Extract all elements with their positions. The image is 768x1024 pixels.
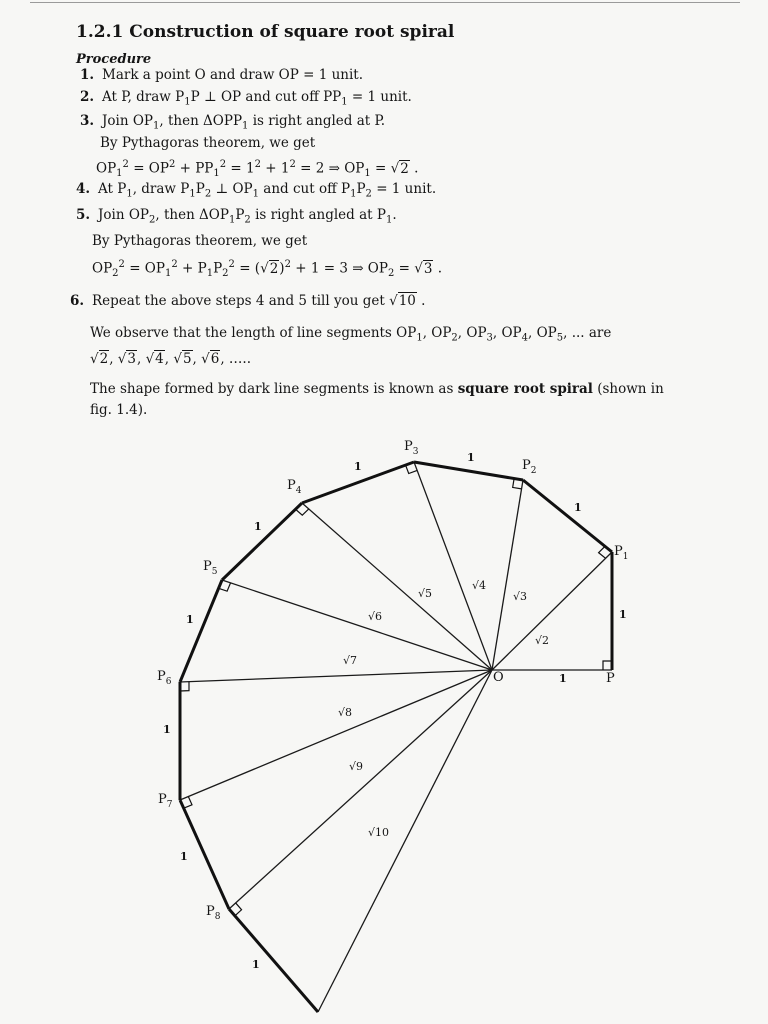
step-number: 6.: [70, 293, 85, 309]
subscript: 2: [149, 214, 156, 226]
subscript: 2: [112, 268, 119, 280]
radius-length-label: √8: [338, 706, 353, 719]
radicand: 10: [398, 293, 416, 309]
superscript: 2: [171, 259, 178, 270]
step-text: = 1 unit.: [371, 181, 437, 197]
superscript: 2: [254, 159, 261, 170]
observation-text: , OP: [422, 325, 452, 341]
step-text: and cut off P: [259, 181, 351, 197]
equation-text: = 2 ⇒ OP: [295, 160, 365, 177]
subscript: 2: [365, 188, 372, 200]
radius-length-label: √7: [343, 654, 358, 667]
unit-length-label: 1: [574, 501, 582, 514]
equation-text: = OP: [124, 260, 165, 277]
equation-1: $OP_1^2 = OP^2 + PP_1^2 = 1^2 + 1^2 = 2$ ⇒ $OP_1 = √2$ .: [96, 159, 419, 180]
equation-text: ): [279, 260, 285, 277]
superscript: 2: [122, 159, 129, 170]
step-text: P: [235, 207, 245, 223]
pythagoras-label-1: By Pythagoras theorem, we get: [100, 135, 316, 151]
subscript: 1: [206, 268, 214, 280]
radius-OP9: [318, 670, 492, 1012]
radicand: 5: [182, 351, 192, 367]
unit-length-label: 1: [252, 958, 260, 971]
step-text: P: [195, 181, 205, 197]
radius-length-label: √5: [418, 587, 433, 600]
subscript: 1: [416, 332, 423, 344]
unit-length-label: 1: [186, 613, 194, 626]
subscript: 1: [116, 168, 123, 180]
subscript: 2: [204, 188, 212, 200]
subscript: 5: [556, 332, 564, 344]
step-text: ⊥ OP: [211, 181, 253, 197]
equation-text: OP: [96, 160, 117, 177]
radicand: 3: [423, 260, 433, 277]
unit-length-label: 1: [163, 723, 171, 736]
unit-segment-P8P9: [229, 909, 318, 1012]
radicand: 6: [210, 351, 220, 367]
superscript: 2: [289, 159, 296, 170]
equation-text: =: [370, 160, 391, 177]
roots-list: √2, √3, √4, √5, √6, …..: [90, 351, 251, 367]
subscript: 1: [164, 268, 172, 280]
unit-segment-P5P6: [180, 580, 222, 682]
subscript: 1: [350, 188, 357, 200]
subscript: 2: [451, 332, 458, 344]
superscript: 2: [284, 259, 291, 270]
point-label-P: P: [606, 671, 615, 686]
radicand: 2: [400, 160, 409, 177]
unit-length-label: 1: [559, 672, 567, 685]
radius-length-label: √2: [535, 634, 550, 647]
radicand: 2: [269, 260, 279, 277]
radius-length-label: √10: [368, 826, 390, 839]
subscript: 1: [228, 214, 236, 226]
superscript: 2: [168, 159, 176, 170]
step-text: , then ΔOPP: [159, 113, 243, 129]
radius-length-label: √9: [349, 760, 364, 773]
unit-length-label: 1: [354, 460, 362, 473]
subscript: 1: [153, 120, 160, 132]
right-angle-mark: [296, 509, 309, 515]
subscript: 1: [385, 214, 393, 226]
step-text: .: [392, 207, 397, 223]
equation-text: + 1 = 3 ⇒ OP: [290, 260, 388, 277]
right-angle-mark: [235, 903, 242, 916]
step-text: Join OP: [98, 207, 149, 223]
shape-line-2: fig. 1.4).: [90, 402, 148, 418]
procedure-label: Procedure: [76, 52, 152, 67]
subscript: 1: [189, 188, 196, 200]
equation-text: + PP: [175, 160, 214, 177]
unit-segment-P4P5: [222, 503, 302, 580]
step-text: P ⊥ OP and cut off PP: [190, 89, 342, 105]
equation-text: = 1: [226, 160, 255, 177]
step-text: .: [416, 293, 426, 309]
radius-OP6: [180, 670, 492, 682]
step-text: At P: [98, 181, 127, 197]
point-label-P3: $P_3$: [404, 439, 419, 457]
radius-OP1: [492, 552, 612, 670]
subscript: 3: [486, 332, 493, 344]
subscript: 4: [521, 332, 529, 344]
observation-text: , OP: [457, 325, 487, 341]
unit-segment-P1P2: [523, 480, 612, 552]
point-label-P1: $P_1$: [614, 544, 629, 562]
step-number: 2.: [80, 89, 95, 105]
subscript: 1: [184, 96, 191, 108]
step-text: , draw P: [132, 181, 190, 197]
pythagoras-label-2: By Pythagoras theorem, we get: [92, 233, 308, 249]
radius-OP4: [302, 503, 492, 670]
subscript: 2: [387, 268, 395, 280]
radius-OP2: [492, 480, 523, 670]
radius-OP3: [414, 462, 492, 670]
step-text: At P, draw P: [102, 89, 185, 105]
unit-length-label: 1: [467, 451, 475, 464]
equation-text: =: [394, 260, 415, 277]
subscript: 1: [126, 188, 133, 200]
subscript: 2: [222, 268, 229, 280]
roots-tail: , …..: [220, 351, 251, 367]
step-number: 4.: [76, 181, 91, 197]
radicand: 2: [99, 351, 109, 367]
equation-text: .: [433, 260, 443, 277]
section-heading: 1.2.1 Construction of square root spiral: [76, 22, 455, 42]
equation-text: OP: [92, 260, 113, 277]
observation-text: , ... are: [563, 325, 612, 341]
radicand: 3: [127, 351, 136, 367]
radius-OP8: [229, 670, 492, 909]
subscript: 1: [364, 168, 371, 180]
subscript: 1: [242, 120, 249, 132]
shape-term: square root spiral: [457, 381, 593, 397]
step-text: P: [356, 181, 366, 197]
point-label-P2: $P_2$: [522, 458, 537, 476]
equation-2: $OP_2^2 = OP_1^2 + P_1P_2^2 = (√2)^2 + 1 = 3$ ⇒ $OP_2 = √3$ .: [92, 259, 443, 280]
observation-text: We observe that the length of line segments OP: [90, 325, 417, 341]
superscript: 2: [118, 259, 125, 270]
point-label-P4: $P_4$: [287, 478, 302, 496]
step-number: 3.: [80, 113, 95, 129]
radicand: 4: [155, 351, 164, 367]
equation-text: .: [409, 160, 419, 177]
radius-length-label: √3: [513, 590, 528, 603]
step-text: , then ΔOP: [155, 207, 229, 223]
step-text: = 1 unit.: [347, 89, 412, 105]
subscript: 1: [213, 168, 220, 180]
step-6: 6. Repeat the above steps 4 and 5 till you get √10 .: [70, 293, 426, 309]
point-label-P7: $P_7$: [158, 792, 173, 810]
unit-length-label: 1: [254, 520, 262, 533]
shape-text: The shape formed by dark line segments is known as: [90, 381, 458, 397]
shape-text: (shown in: [592, 381, 664, 397]
observation-text: , OP: [492, 325, 522, 341]
equation-text: + P: [177, 260, 207, 277]
step-number: 5.: [76, 207, 91, 223]
step-text: is right angled at P: [250, 207, 386, 223]
unit-length-label: 1: [619, 608, 627, 621]
subscript: 2: [244, 214, 251, 226]
subscript: 1: [252, 188, 260, 200]
superscript: 2: [219, 159, 227, 170]
step-text: Mark a point O and draw OP = 1 unit.: [102, 67, 364, 83]
observation-text: , OP: [528, 325, 557, 341]
equation-text: = (: [234, 260, 261, 277]
point-label-P8: $P_8$: [206, 904, 221, 922]
radius-OP7: [180, 670, 492, 800]
step-text: Join OP: [102, 113, 153, 129]
step-number: 1.: [80, 67, 95, 83]
equation-text: P: [213, 260, 223, 277]
step-text: is right angled at P.: [248, 113, 386, 129]
radius-length-label: √4: [472, 579, 487, 592]
subscript: 1: [341, 96, 348, 108]
point-label-O: O: [493, 670, 504, 685]
radius-length-label: √6: [368, 610, 383, 623]
equation-text: + 1: [261, 160, 290, 177]
point-label-P5: $P_5$: [203, 559, 218, 577]
equation-text: = OP: [128, 160, 169, 177]
step-text: Repeat the above steps 4 and 5 till you get: [92, 293, 390, 309]
point-label-P6: $P_6$: [157, 669, 172, 687]
right-angle-mark: [599, 546, 606, 558]
unit-length-label: 1: [180, 850, 188, 863]
unit-segment-P2P3: [414, 462, 523, 480]
superscript: 2: [228, 259, 235, 270]
